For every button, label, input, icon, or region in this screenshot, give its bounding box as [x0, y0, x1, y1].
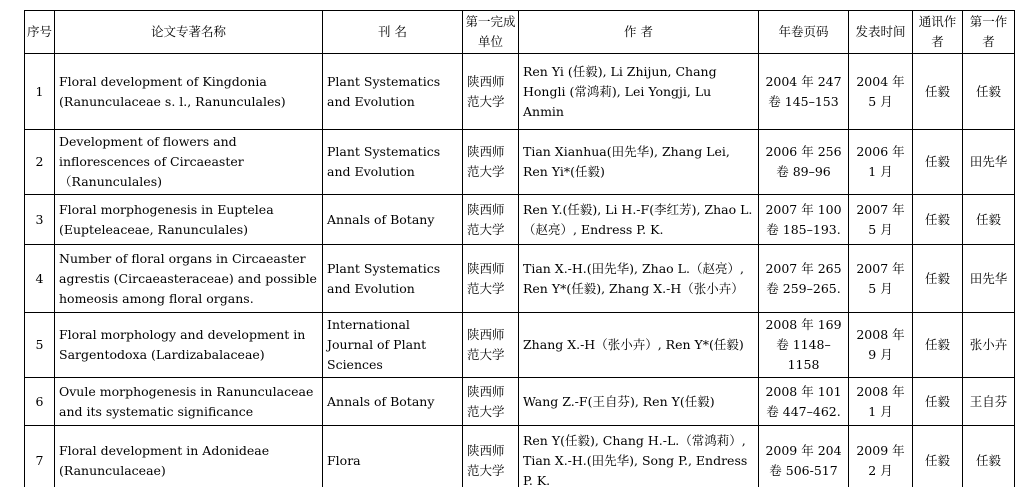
cell-first-author: 任毅 [963, 54, 1015, 130]
cell-unit: 陕西师范大学 [463, 313, 519, 378]
table-row [25, 378, 1015, 426]
cell-corresponding: 任毅 [913, 54, 963, 130]
cell-unit: 陕西师范大学 [463, 426, 519, 487]
cell-unit: 陕西师范大学 [463, 54, 519, 130]
cell-title: Floral development in Adonideae (Ranunculaceae) [55, 426, 323, 487]
cell-journal: Plant Systematics and Evolution [323, 54, 463, 130]
cell-pages: 2009 年 204 卷 506-517 [759, 426, 849, 487]
cell-corresponding: 任毅 [913, 426, 963, 487]
header-title: 论文专著名称 [55, 11, 323, 54]
cell-corresponding: 任毅 [913, 313, 963, 378]
cell-pages: 2004 年 247 卷 145–153 [759, 54, 849, 130]
cell-date: 2007 年 5 月 [849, 195, 913, 245]
cell-authors: Tian Xianhua(田先华), Zhang Lei, Ren Yi*(任毅) [519, 130, 759, 195]
cell-authors: Ren Yi (任毅), Li Zhijun, Chang Hongli (常鸿莉), Lei Yongji, Lu Anmin [519, 54, 759, 130]
cell-no: 2 [25, 130, 55, 195]
header-corresponding: 通讯作者 [913, 11, 963, 54]
cell-no: 3 [25, 195, 55, 245]
cell-pages: 2008 年 169 卷 1148–1158 [759, 313, 849, 378]
cell-title: Ovule morphogenesis in Ranunculaceae and its systematic significance [55, 378, 323, 426]
cell-unit: 陕西师范大学 [463, 378, 519, 426]
cell-date: 2006 年 1 月 [849, 130, 913, 195]
cell-date: 2008 年 9 月 [849, 313, 913, 378]
table-row [25, 313, 1015, 378]
cell-corresponding: 任毅 [913, 245, 963, 313]
cell-first-author: 任毅 [963, 426, 1015, 487]
cell-journal: Annals of Botany [323, 378, 463, 426]
cell-corresponding: 任毅 [913, 130, 963, 195]
header-pages: 年卷页码 [759, 11, 849, 54]
cell-no: 5 [25, 313, 55, 378]
cell-pages: 2008 年 101 卷 447–462. [759, 378, 849, 426]
cell-pages: 2007 年 265 卷 259–265. [759, 245, 849, 313]
cell-authors: Zhang X.-H（张小卉）, Ren Y*(任毅) [519, 313, 759, 378]
cell-journal: Flora [323, 426, 463, 487]
header-journal: 刊 名 [323, 11, 463, 54]
cell-no: 4 [25, 245, 55, 313]
cell-authors: Tian X.-H.(田先华), Zhao L.（赵亮）, Ren Y*(任毅), Zhang X.-H（张小卉） [519, 245, 759, 313]
header-row [25, 11, 1015, 54]
table-row [25, 195, 1015, 245]
cell-unit: 陕西师范大学 [463, 245, 519, 313]
cell-pages: 2007 年 100 卷 185–193. [759, 195, 849, 245]
cell-corresponding: 任毅 [913, 195, 963, 245]
header-authors: 作 者 [519, 11, 759, 54]
cell-unit: 陕西师范大学 [463, 130, 519, 195]
cell-no: 6 [25, 378, 55, 426]
cell-first-author: 张小卉 [963, 313, 1015, 378]
table-row [25, 426, 1015, 487]
cell-first-author: 任毅 [963, 195, 1015, 245]
header-no: 序号 [25, 11, 55, 54]
cell-no: 1 [25, 54, 55, 130]
cell-journal: Plant Systematics and Evolution [323, 130, 463, 195]
cell-journal: Plant Systematics and Evolution [323, 245, 463, 313]
cell-first-author: 田先华 [963, 130, 1015, 195]
cell-authors: Wang Z.-F(王自芬), Ren Y(任毅) [519, 378, 759, 426]
publication-table [24, 10, 1015, 487]
cell-journal: International Journal of Plant Sciences [323, 313, 463, 378]
cell-unit: 陕西师范大学 [463, 195, 519, 245]
cell-title: Number of floral organs in Circaeaster agrestis (Circaeasteraceae) and possible homeosis among floral organs. [55, 245, 323, 313]
cell-title: Development of flowers and inflorescences of Circaeaster（Ranunculales) [55, 130, 323, 195]
header-first-author: 第一作者 [963, 11, 1015, 54]
cell-corresponding: 任毅 [913, 378, 963, 426]
table-row [25, 245, 1015, 313]
cell-date: 2007 年 5 月 [849, 245, 913, 313]
cell-title: Floral morphogenesis in Euptelea (Eupteleaceae, Ranunculales) [55, 195, 323, 245]
cell-first-author: 田先华 [963, 245, 1015, 313]
header-date: 发表时间 [849, 11, 913, 54]
cell-pages: 2006 年 256 卷 89–96 [759, 130, 849, 195]
cell-title: Floral morphology and development in Sargentodoxa (Lardizabalaceae) [55, 313, 323, 378]
table-row [25, 130, 1015, 195]
cell-title: Floral development of Kingdonia (Ranunculaceae s. l., Ranunculales) [55, 54, 323, 130]
cell-authors: Ren Y.(任毅), Li H.-F(李红芳), Zhao L.（赵亮）, Endress P. K. [519, 195, 759, 245]
cell-date: 2009 年 2 月 [849, 426, 913, 487]
cell-no: 7 [25, 426, 55, 487]
cell-date: 2008 年 1 月 [849, 378, 913, 426]
table-row [25, 54, 1015, 130]
cell-authors: Ren Y(任毅), Chang H.-L.（常鸿莉）, Tian X.-H.(田先华), Song P., Endress P. K. [519, 426, 759, 487]
cell-journal: Annals of Botany [323, 195, 463, 245]
header-unit: 第一完成单位 [463, 11, 519, 54]
cell-first-author: 王自芬 [963, 378, 1015, 426]
cell-date: 2004 年 5 月 [849, 54, 913, 130]
